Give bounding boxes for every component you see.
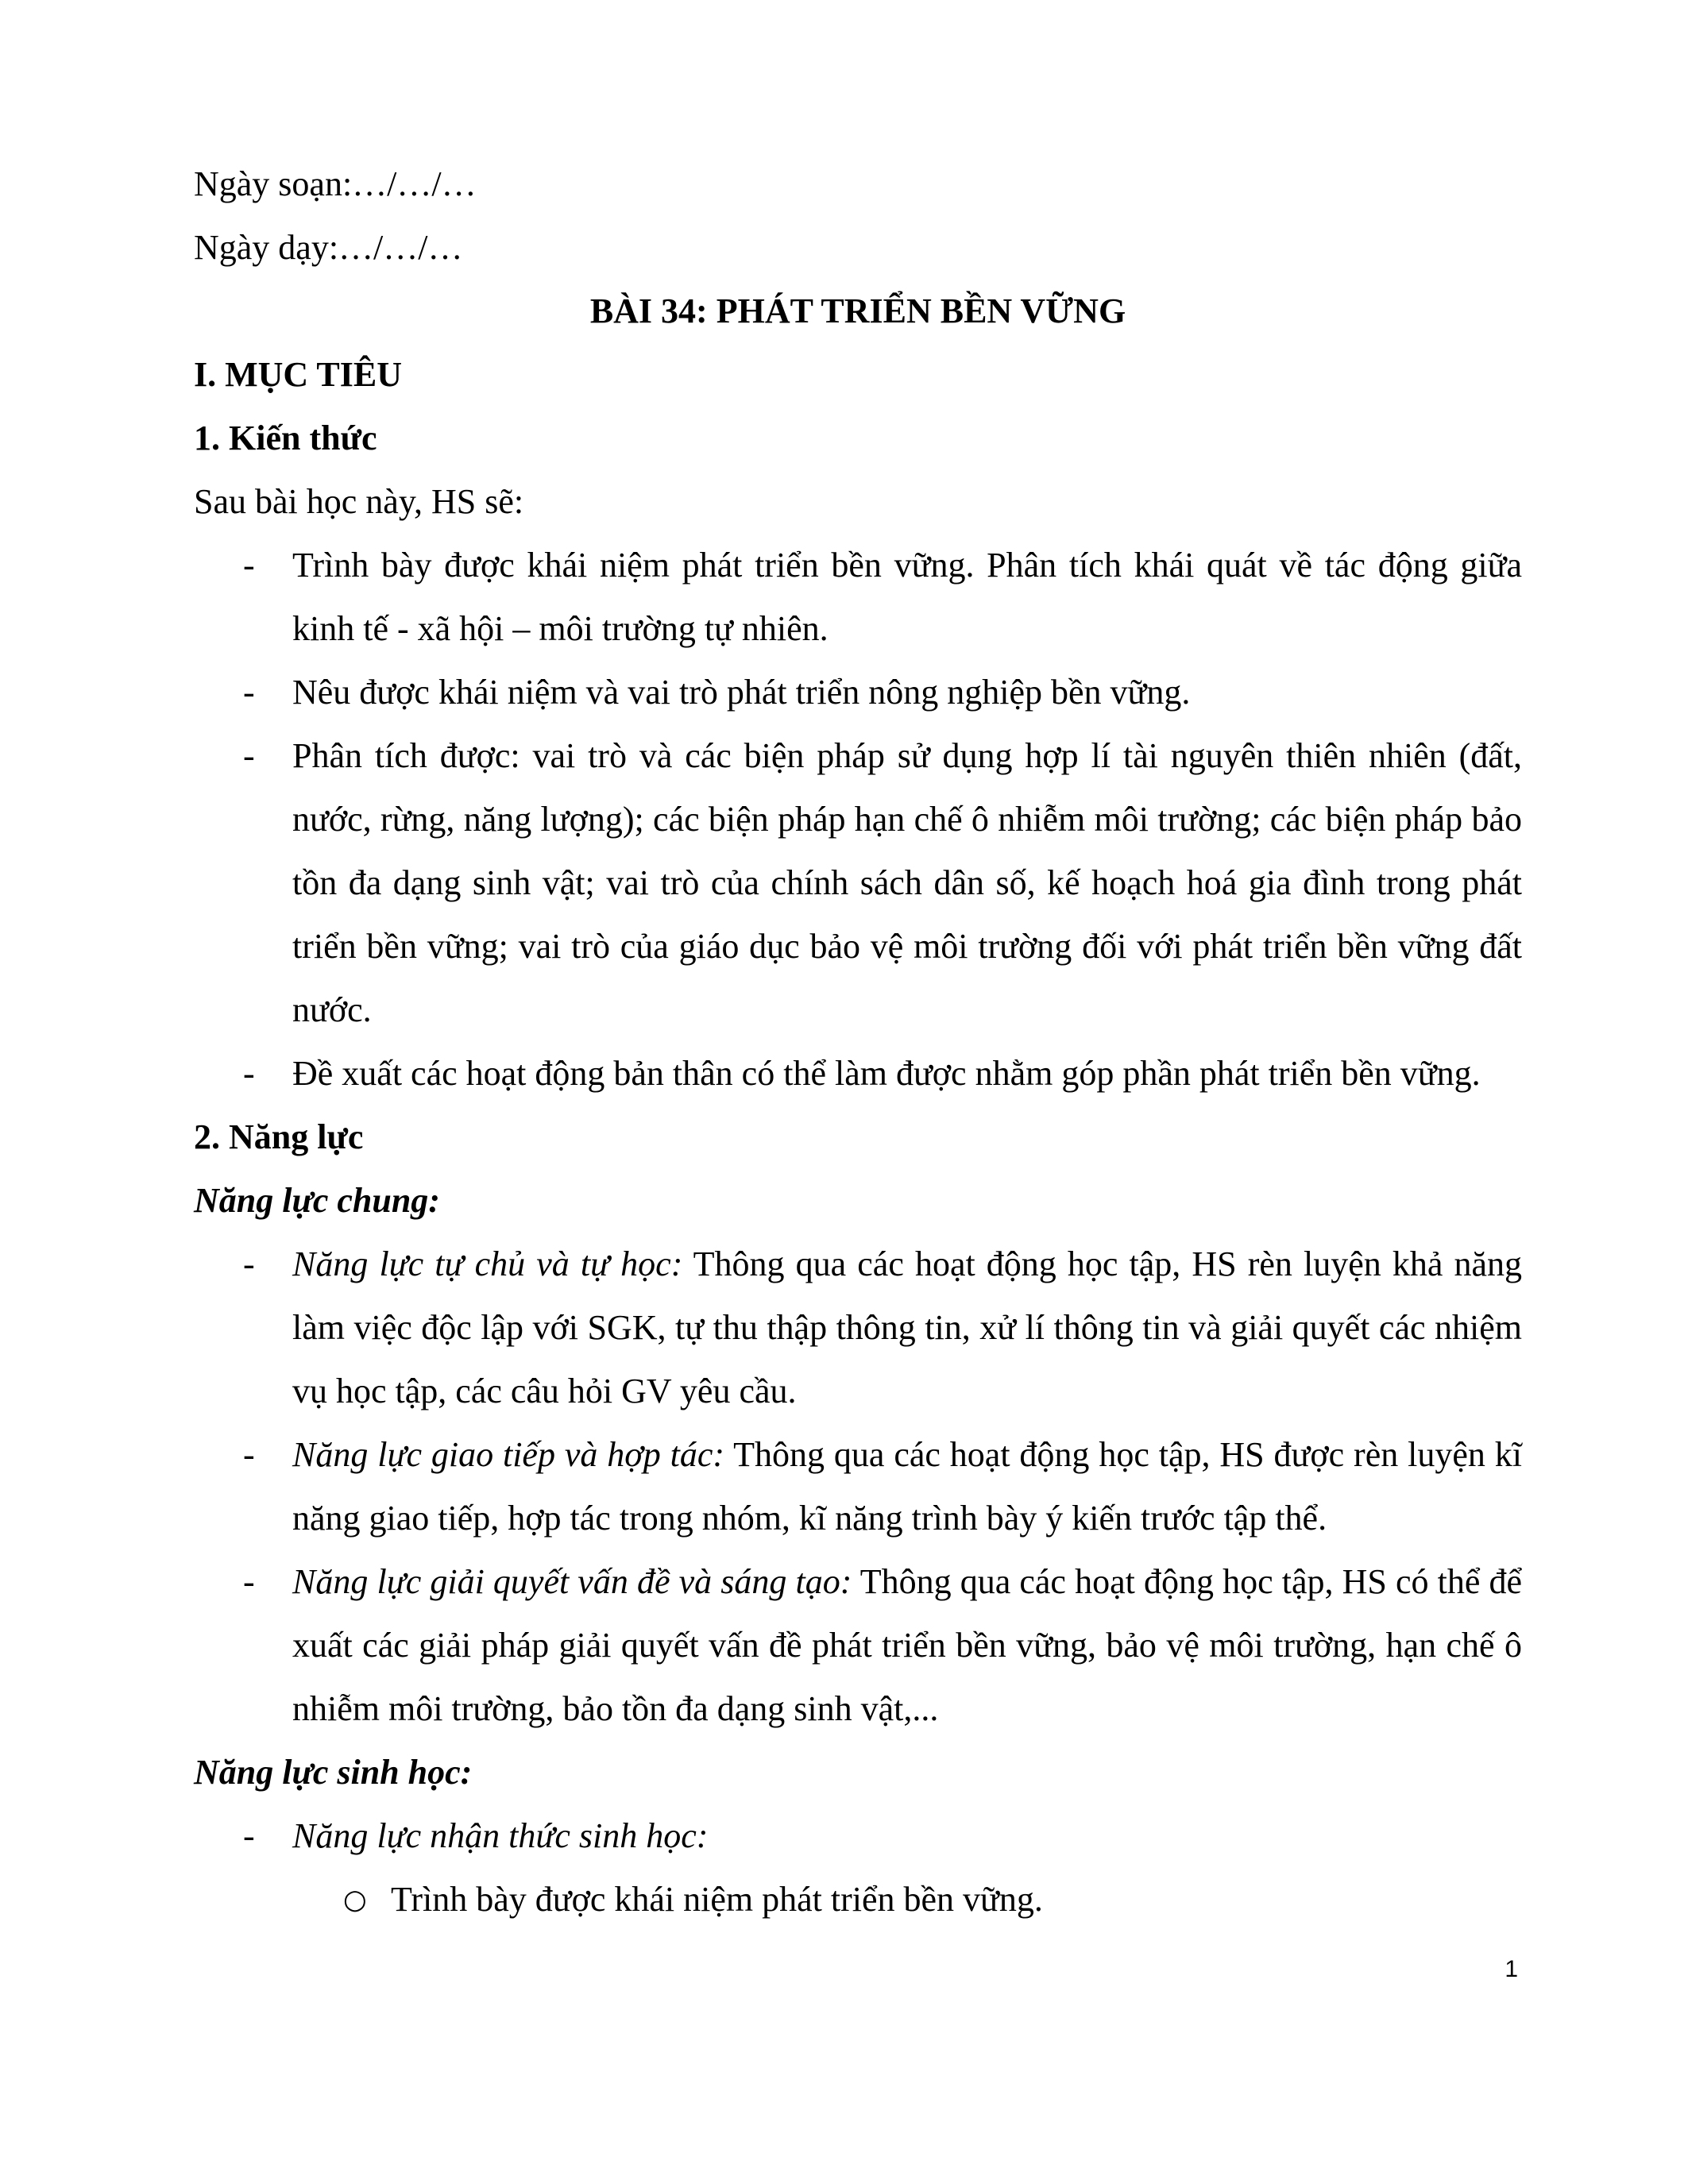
bullet-marker: - bbox=[243, 1244, 255, 1283]
list-item bbox=[194, 534, 1522, 661]
competence-text: Thông qua các hoạt động học tập, HS rèn luyện khả năng làm việc độc lập với SGK, tự thu thập thông tin, xử lí thông tin và giải quyết các nhiệm vụ học tập, các câu hỏi GV yêu cầu. bbox=[292, 1244, 1522, 1410]
bullet-text: Nêu được khái niệm và vai trò phát triển nông nghiệp bền vững. bbox=[292, 673, 1191, 712]
general-competence-heading: Năng lực chung: bbox=[194, 1181, 440, 1220]
knowledge-bullet-list bbox=[194, 534, 1522, 1106]
list-item bbox=[194, 1550, 1522, 1741]
bullet-marker: - bbox=[243, 1054, 255, 1093]
list-item bbox=[194, 1042, 1522, 1106]
list-item bbox=[194, 661, 1522, 724]
teach-date: Ngày dạy:…/…/… bbox=[194, 228, 463, 267]
list-item bbox=[194, 724, 1522, 1042]
bullet-marker: - bbox=[243, 673, 255, 712]
bullet-text: Đề xuất các hoạt động bản thân có thể làm được nhằm góp phần phát triển bền vững. bbox=[292, 1054, 1481, 1093]
subsection-heading-knowledge: 1. Kiến thức bbox=[194, 419, 377, 457]
list-item bbox=[194, 1423, 1522, 1550]
competence-label: Năng lực tự chủ và tự học: bbox=[292, 1244, 683, 1283]
circle-bullet-icon: ○ bbox=[343, 1884, 367, 1916]
lesson-title: BÀI 34: PHÁT TRIỂN BỀN VỮNG bbox=[589, 291, 1126, 330]
bullet-text: Trình bày được khái niệm phát triển bền vững. Phân tích khái quát về tác động giữa kinh tế - xã hội – môi trường tự nhiên. bbox=[292, 546, 1522, 648]
list-item bbox=[194, 1868, 1522, 1931]
document-body bbox=[194, 152, 1522, 1931]
prep-date: Ngày soạn:…/…/… bbox=[194, 164, 477, 203]
section-heading-objectives: I. MỤC TIÊU bbox=[194, 355, 403, 394]
bullet-marker: - bbox=[243, 546, 255, 585]
competence-label: Năng lực nhận thức sinh học: bbox=[292, 1816, 709, 1855]
page-number: 1 bbox=[1505, 1956, 1518, 1982]
general-competence-list bbox=[194, 1233, 1522, 1741]
bullet-text: Phân tích được: vai trò và các biện pháp sử dụng hợp lí tài nguyên thiên nhiên (đất, nước, rừng, năng lượng); các biện pháp hạn chế ô nhiễm môi trường; các biện pháp bảo tồn đa dạng sinh vật; vai trò của chính sách dân số, kế hoạch hoá gia đình trong phát triển bền vững; vai trò của giáo dục bảo vệ môi trường đối với phát triển bền vững đất nước. bbox=[292, 736, 1522, 1029]
biology-competence-heading: Năng lực sinh học: bbox=[194, 1753, 473, 1792]
list-item bbox=[194, 1804, 1522, 1868]
bullet-marker: - bbox=[243, 1562, 255, 1601]
subsection-heading-competence: 2. Năng lực bbox=[194, 1117, 364, 1156]
bullet-marker: - bbox=[243, 1435, 255, 1474]
bullet-marker: - bbox=[243, 736, 255, 775]
biology-competence-list bbox=[194, 1804, 1522, 1931]
knowledge-intro: Sau bài học này, HS sẽ: bbox=[194, 482, 524, 521]
competence-text: Thông qua các hoạt động học tập, HS có thể để xuất các giải pháp giải quyết vấn đề phát triển bền vững, bảo vệ môi trường, hạn chế ô nhiễm môi trường, bảo tồn đa dạng sinh vật,... bbox=[292, 1562, 1523, 1728]
competence-label: Năng lực giải quyết vấn đề và sáng tạo: bbox=[292, 1562, 852, 1601]
sub-bullet-text: Trình bày được khái niệm phát triển bền vững. bbox=[391, 1880, 1043, 1919]
bullet-marker: - bbox=[243, 1816, 255, 1855]
competence-text: Thông qua các hoạt động học tập, HS được rèn luyện kĩ năng giao tiếp, hợp tác trong nhóm, kĩ năng trình bày ý kiến trước tập thể. bbox=[292, 1435, 1522, 1538]
list-item bbox=[194, 1233, 1522, 1423]
competence-label: Năng lực giao tiếp và hợp tác: bbox=[292, 1435, 725, 1474]
